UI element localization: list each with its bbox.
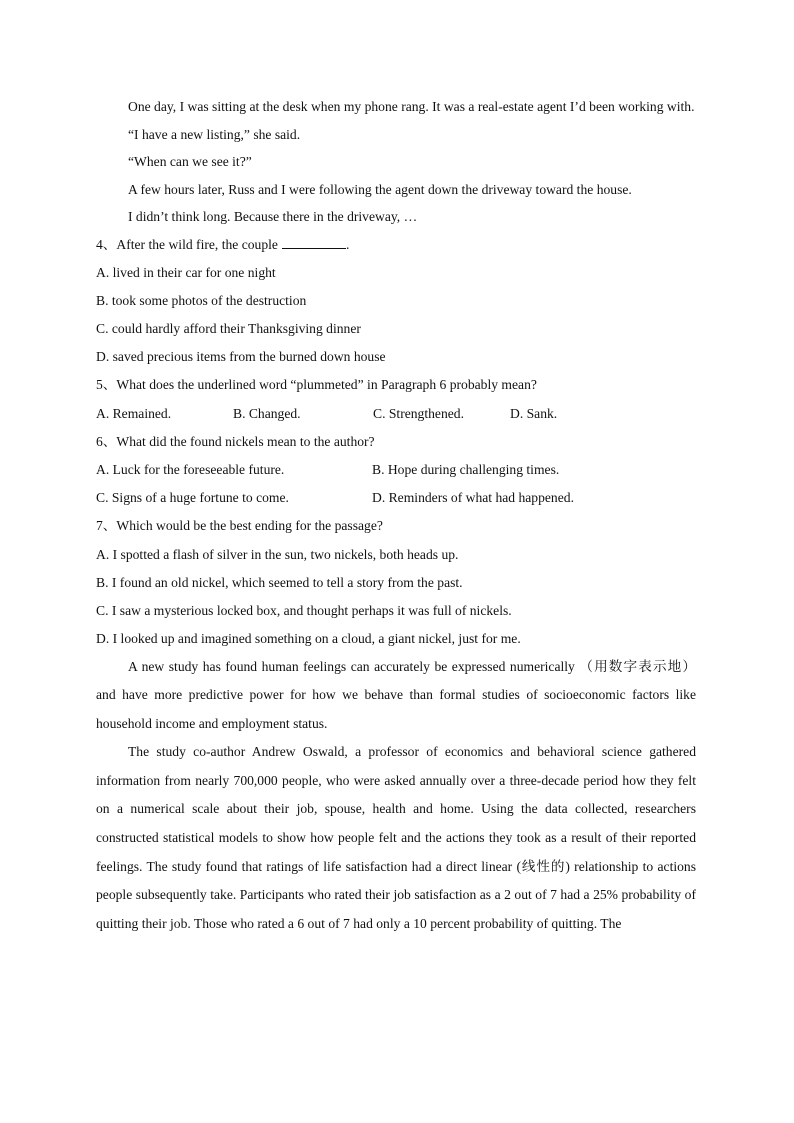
question-6-stem: 6、What did the found nickels mean to the author? xyxy=(96,433,375,449)
story-paragraph-4: A few hours later, Russ and I were following the agent down the driveway toward the house. xyxy=(128,181,632,197)
question-6-option-d: D. Reminders of what had happened. xyxy=(372,490,574,505)
question-7-option-d: D. I looked up and imagined something on a cloud, a giant nickel, just for me. xyxy=(96,630,521,646)
question-4-end: . xyxy=(345,236,350,252)
question-5-option-d: D. Sank. xyxy=(510,405,558,421)
question-4-option-b: B. took some photos of the destruction xyxy=(96,293,307,308)
question-6-option-a: A. Luck for the foreseeable future. xyxy=(96,462,285,477)
question-6-options-ab xyxy=(96,456,696,484)
question-5-option-b: B. Changed. xyxy=(233,405,301,421)
question-4-option-c: C. could hardly afford their Thanksgiving dinner xyxy=(96,321,361,336)
story-paragraph-2: “I have a new listing,” she said. xyxy=(128,126,301,142)
question-4-stem xyxy=(96,231,696,260)
question-7-option-b: B. I found an old nickel, which seemed to tell a story from the past. xyxy=(96,574,463,590)
question-7-option-a: A. I spotted a flash of silver in the sun, two nickels, both heads up. xyxy=(96,546,459,562)
question-6-option-c: C. Signs of a huge fortune to come. xyxy=(96,490,289,505)
question-7-stem: 7、Which would be the best ending for the passage? xyxy=(96,518,383,533)
question-5-option-c: C. Strengthened. xyxy=(373,405,464,421)
question-7-option-c: C. I saw a mysterious locked box, and thought perhaps it was full of nickels. xyxy=(96,602,512,618)
document-content xyxy=(96,93,696,938)
story-paragraph-3: “When can we see it?” xyxy=(128,154,252,169)
question-4-option-a: A. lived in their car for one night xyxy=(96,265,276,280)
answer-blank xyxy=(282,236,346,249)
question-5-stem: 5、What does the underlined word “plummeted” in Paragraph 6 probably mean? xyxy=(96,377,537,392)
question-5-option-a: A. Remained. xyxy=(96,405,172,421)
story-paragraph-5: I didn’t think long. Because there in the driveway, … xyxy=(128,209,418,224)
question-4-option-d: D. saved precious items from the burned down house xyxy=(96,349,386,364)
passage-2-paragraph-2: The study co-author Andrew Oswald, a professor of economics and behavioral science gathered information from nearly 700,000 people, who were asked annually over a three-decade period how they felt on a numerical scale about their job, spouse, health and home. Using the data collected, researchers constructed statistical models to show how people felt and the actions they took as a result of their reported feelings. The study found that ratings of life satisfaction had a direct linear (线性的) relationship to actions people subsequently take. Participants who rated their job satisfaction as a 2 out of 7 had a 25% probability of quitting their job. Those who rated a 6 out of 7 had only a 10 percent probability of quitting. The xyxy=(96,744,696,931)
question-6-options-cd xyxy=(96,484,696,512)
story-paragraph-1: One day, I was sitting at the desk when my phone rang. It was a real-estate agent I’d been working with. xyxy=(128,99,695,114)
question-6-option-b: B. Hope during challenging times. xyxy=(372,462,560,477)
question-5-options xyxy=(96,400,696,428)
passage-2-paragraph-1: A new study has found human feelings can accurately be expressed numerically （用数字表示地） and have more predictive power for how we behave than formal studies of socioeconomic factors like household income and employment status. xyxy=(96,658,696,731)
question-4-text: 4、After the wild fire, the couple xyxy=(96,236,278,252)
